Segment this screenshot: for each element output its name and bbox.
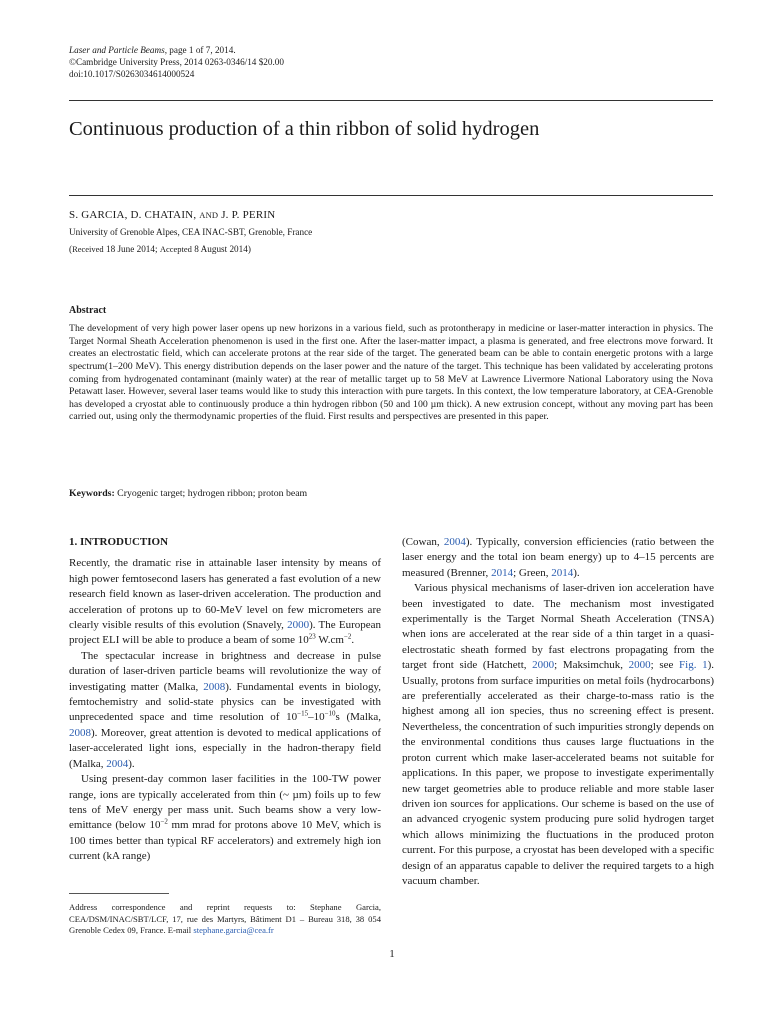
text-run: W.cm xyxy=(315,634,344,647)
intro-paragraph-1 xyxy=(69,556,381,648)
citation-link[interactable]: 2008 xyxy=(203,680,226,693)
text-run: Using present-day common laser facilities in the 100-TW power range, ions are typically accelerated from thin (~ µm) foils up to few tens of MeV energy per mass unit. Such beams show a very low-emittance (below 10 xyxy=(69,773,381,832)
citation-link[interactable]: 2014 xyxy=(491,566,514,579)
citation-link[interactable]: 2000 xyxy=(628,659,651,672)
copyright-line: ©Cambridge University Press, 2014 0263-0346/14 $20.00 xyxy=(69,57,284,68)
figure-link[interactable]: Fig. 1 xyxy=(679,659,708,672)
left-column xyxy=(69,535,381,865)
superscript: −2 xyxy=(343,632,352,641)
text-run: Recently, the dramatic rise in attainable laser intensity by means of high power femtosecond lasers has generated a fast evolution of a new research field known as laser-driven acceleration. The production and acceleration of protons up to 60-MeV level on few micrometers are clearly visible results of this evolution (Snavely, xyxy=(69,557,381,632)
citation-link[interactable]: 2000 xyxy=(532,659,555,672)
text-run: mm mrad for protons above 10 MeV, which is 100 times better than typical RF accelerators) and extremely high ion current (kA range) xyxy=(69,819,381,863)
text-run: ; see xyxy=(650,659,680,672)
footnote-text: Address correspondence and reprint requests to: Stephane Garcia, CEA/DSM/INAC/SBT/LCF, 17, rue des Martyrs, Bâtiment D1 – Bureau 318, 38 054 Grenoble Cedex 09, France. E-mail xyxy=(69,902,381,936)
keywords xyxy=(69,488,307,499)
text-run: ). xyxy=(128,757,135,770)
footnote-rule xyxy=(69,893,169,894)
text-run: ; Maksimchuk, xyxy=(554,659,629,672)
email-link[interactable]: stephane.garcia@cea.fr xyxy=(193,925,274,936)
received-accepted-dates xyxy=(69,244,251,254)
text-run: ). Fundamental events in biology, femtochemistry and solid-state physics can be investigated with unprecedented space and time resolution of 10 xyxy=(69,680,382,724)
right-paragraph-1 xyxy=(402,535,714,581)
text-run: ). Usually, protons from surface impurities on metal foils (hydrocarbons) are preferentially accelerated as their charge-to-mass ratio is the highest among all ion species, thus no screening effect is present. Nevertheless, the concentration of such impurities strongly depends on the environmental conditions thus causes large fluctuations in the proton current which make laser-accelerated beams not suitable for applications. In this paper, we propose to investigate experimentally new target geometries able to produce reliable and more stable laser driven ion sources for applications. Our scheme is based on the use of an advanced cryogenic system producing pure solid hydrogen target which allows minimizing the fluctuations in the produced proton current. For this purpose, a cryostat has been developed with a specific design of an apparatus capable to deliver the required targets to a high vacuum chamber. xyxy=(402,659,714,887)
dates-open: ( xyxy=(69,244,73,254)
received-label: Received xyxy=(72,244,104,254)
top-rule xyxy=(69,100,713,101)
text-run: The spectacular increase in brightness and decrease in pulse duration of laser-driven particle beams will revolutionize the way of investigating matter (Malka, xyxy=(69,649,381,693)
abstract-heading: Abstract xyxy=(69,305,107,316)
keywords-label: Keywords: xyxy=(69,488,115,499)
superscript: −2 xyxy=(160,817,168,826)
journal-header xyxy=(69,44,284,81)
citation-link[interactable]: 2000 xyxy=(287,619,310,632)
received-date: 18 June 2014; xyxy=(103,244,160,254)
intro-paragraph-2 xyxy=(69,649,381,772)
authors-and: AND xyxy=(199,210,219,220)
text-run: ; Green, xyxy=(513,566,552,579)
authors-last: J. P. PERIN xyxy=(221,209,276,221)
text-run: ). xyxy=(573,566,580,579)
text-run: (Cowan, xyxy=(402,536,444,548)
author-list xyxy=(69,209,275,221)
citation-link[interactable]: 2008 xyxy=(69,726,91,739)
abstract-text: The development of very high power laser opens up new horizons in a various field, such as protontherapy in medicine or laser-matter interaction in physics. The Target Normal Sheath Acceleration phenomenon is used in the first one. After the laser-matter impact, a plasma is generated, and free electrons move forward. It creates an electrostatic field, which can accelerate protons at the rear side of the target. The generated beam can be able to contain energetic protons with a large spectrum(1–200 MeV). This energy distribution depends on the laser power and the nature of the target. This technique has been validated by accelerating protons coming from hydrogenated contaminant (mainly water) at the rear of metallic target up to 58 MeV at Lawrence Livermore National Laboratory using the Nova Petawatt laser. However, several laser teams would like to study this interaction with pure targets. In this context, the low temperature laboratory, at CEA-Grenoble has developed a cryostat able to continuously produce a thin hydrogen ribbon (50 and 100 µm thick). A new extrusion concept, without any moving part has been carried out, using only the thermodynamic properties of the fluid. First results and perspectives are presented in this paper. xyxy=(69,323,713,423)
right-column xyxy=(402,535,714,889)
paper-title: Continuous production of a thin ribbon of solid hydrogen xyxy=(69,118,540,140)
superscript: 23 xyxy=(308,632,316,641)
journal-page-info: , page 1 of 7, 2014. xyxy=(164,45,236,55)
text-run: ). Typically, conversion efficiencies (ratio between the laser energy and the total ion beam energy) up to 4–15 percents are measured (Brenner, xyxy=(402,536,715,579)
superscript: −15 xyxy=(297,709,309,718)
citation-link[interactable]: 2004 xyxy=(106,757,129,770)
citation-link[interactable]: 2014 xyxy=(551,566,574,579)
text-run: s (Malka, xyxy=(335,711,382,724)
text-run: Various physical mechanisms of laser-driven ion acceleration have been investigated to date. The mechanism most investigated experimentally is the Target Normal Sheath Acceleration (TNSA) when ions are accelerated at the rear side of a thin target in a quasi-electrostatic sheath formed by fast electrons propagating from the target front side (Hatchett, xyxy=(402,582,714,672)
authors-first: S. GARCIA, D. CHATAIN, xyxy=(69,209,197,221)
keywords-text: Cryogenic target; hydrogen ribbon; proton beam xyxy=(114,488,308,499)
superscript: −10 xyxy=(324,709,336,718)
accepted-date: 8 August 2014) xyxy=(191,244,251,254)
accepted-label: Accepted xyxy=(159,244,192,254)
intro-paragraph-3 xyxy=(69,772,381,864)
right-paragraph-2 xyxy=(402,581,714,889)
doi-line: doi:10.1017/S0263034614000524 xyxy=(69,69,195,80)
page-number: 1 xyxy=(389,948,395,960)
section-heading-introduction: 1. INTRODUCTION xyxy=(69,536,169,548)
journal-citation xyxy=(69,44,284,56)
correspondence-footnote xyxy=(69,902,381,937)
text-run: . xyxy=(351,634,355,647)
citation-link[interactable]: 2004 xyxy=(443,536,466,548)
affiliation: University of Grenoble Alpes, CEA INAC-SBT, Grenoble, France xyxy=(69,227,313,237)
journal-name: Laser and Particle Beams xyxy=(69,45,165,55)
text-run: –10 xyxy=(308,711,325,724)
text-run: ). Moreover, great attention is devoted to medical applications of laser-accelerated light ions, especially in the hadron-therapy field (Malka, xyxy=(69,726,381,770)
title-rule xyxy=(69,195,713,196)
text-run: ). The European project ELI will be able to produce a beam of some 10 xyxy=(69,619,382,647)
